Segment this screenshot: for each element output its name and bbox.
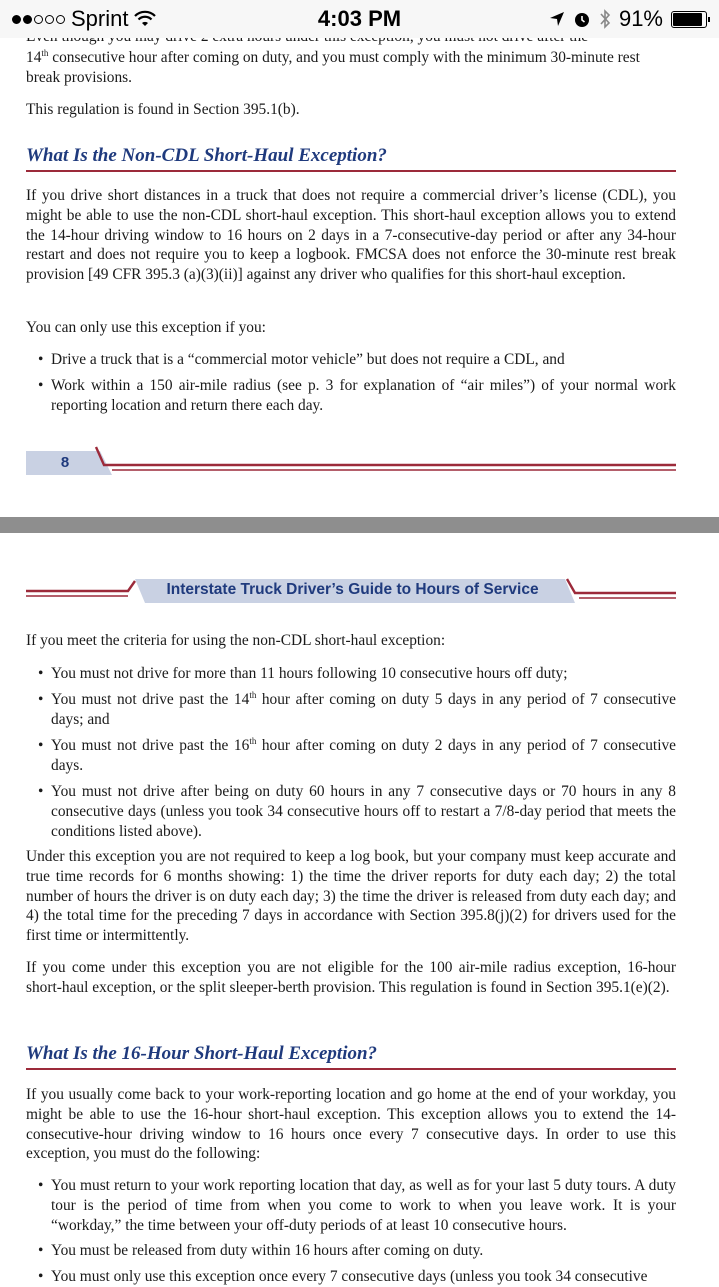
list-item: • You must not drive past the 14th hour after coming on duty 5 days in any period of 7 consecutive days; and [38, 689, 677, 728]
heading-rule [26, 1068, 676, 1070]
heading-16-hour-exception: What Is the 16-Hour Short-Haul Exception? [26, 1043, 378, 1064]
list-item: • You must only use this exception once every 7 consecutive days (unless you took 34 consecutive [38, 1268, 648, 1285]
paragraph-not-eligible: If you come under this exception you are not eligible for the 100 air-mile radius exception, 16-hour short-haul exception, or the split sleeper-berth provision. This regulation is found in Section 395.1(e)(2). [26, 959, 676, 996]
list-item: • You must not drive after being on duty 60 hours in any 7 consecutive days or 70 hours in any 8 consecutive days (unless you took 34 consecutive hours off to restart a 7/8-day period that meets the conditions listed above). [38, 783, 676, 840]
carrier-name: Sprint [71, 6, 129, 31]
list-item: • You must be released from duty within 16 hours after coming on duty. [38, 1242, 484, 1259]
list-item: • You must not drive for more than 11 hours following 10 consecutive hours off duty; [38, 665, 568, 682]
document-page-8 [0, 0, 719, 517]
battery-icon [671, 11, 707, 28]
heading-rule [26, 170, 676, 172]
page-number: 8 [60, 454, 70, 471]
heading-non-cdl-exception: What Is the Non-CDL Short-Haul Exception? [26, 145, 387, 166]
paragraph-regulation-395-1b: This regulation is found in Section 395.1(b). [26, 101, 300, 118]
alarm-clock-icon [573, 10, 591, 28]
paragraph-16-hour-intro: If you usually come back to your work-reporting location and go home at the end of your workday, you might be able to use the 16-hour short-haul exception. This exception allows you to extend the 14-consecutive-hour driving window to 16 hours once every 7 consecutive days. In order to use this exception, you must do the following: [26, 1086, 676, 1163]
battery-percent: 91% [618, 6, 663, 31]
page-footer-ornament [0, 445, 719, 485]
location-arrow-icon [549, 11, 565, 27]
running-header: Interstate Truck Driver’s Guide to Hours of Service [166, 581, 539, 598]
bluetooth-icon [599, 9, 611, 29]
status-right [549, 6, 707, 32]
paragraph-only-use-if: You can only use this exception if you: [26, 319, 266, 336]
paragraph-non-cdl-intro: If you drive short distances in a truck that does not require a commercial driver’s license (CDL), you might be able to use the non-CDL short-haul exception. This short-haul exception allows you to extend the 14-hour driving window to 16 hours on 2 days in a 7-consecutive-day period or after any 34-hour restart and does not require you to keep a logbook. FMCSA does not enforce the 30-minute rest break provision [49 CFR 395.3 (a)(3)(ii)] against any driver who qualifies for this short-haul exception. [26, 187, 676, 284]
paragraph-criteria-intro: If you meet the criteria for using the non-CDL short-haul exception: [26, 632, 446, 649]
status-time: 4:03 PM [317, 6, 402, 31]
list-item: • Work within a 150 air-mile radius (see p. 3 for explanation of “air miles”) of your normal work reporting location and return there each day. [38, 377, 676, 414]
document-page-9 [0, 533, 719, 1285]
status-bar [0, 0, 719, 38]
list-item: • You must not drive past the 16th hour after coming on duty 2 days in any period of 7 consecutive days. [38, 735, 677, 774]
page-separator [0, 517, 719, 533]
list-item: • You must return to your work reporting location that day, as well as for your last 5 duty tours. A duty tour is the period of time from when you come to work to when you leave work. It is your “workday,” the time between your off-duty periods of at least 10 consecutive hours. [38, 1177, 676, 1234]
paragraph-time-records: Under this exception you are not required to keep a log book, but your company must keep accurate and true time records for 6 months showing: 1) the time the driver reports for duty each day; 2) the total number of hours the driver is on duty each day; 3) the time the driver is released from duty each day; and 4) the total time for the preceding 7 days in accordance with Section 395.8(j)(2) for drivers used for the first time or intermittently. [26, 848, 676, 945]
paragraph-rest-break: 14th consecutive hour after coming on duty, and you must comply with the minimum 30-minute rest break provisions. [26, 47, 640, 86]
list-item: • Drive a truck that is a “commercial motor vehicle” but does not require a CDL, and [38, 351, 565, 368]
